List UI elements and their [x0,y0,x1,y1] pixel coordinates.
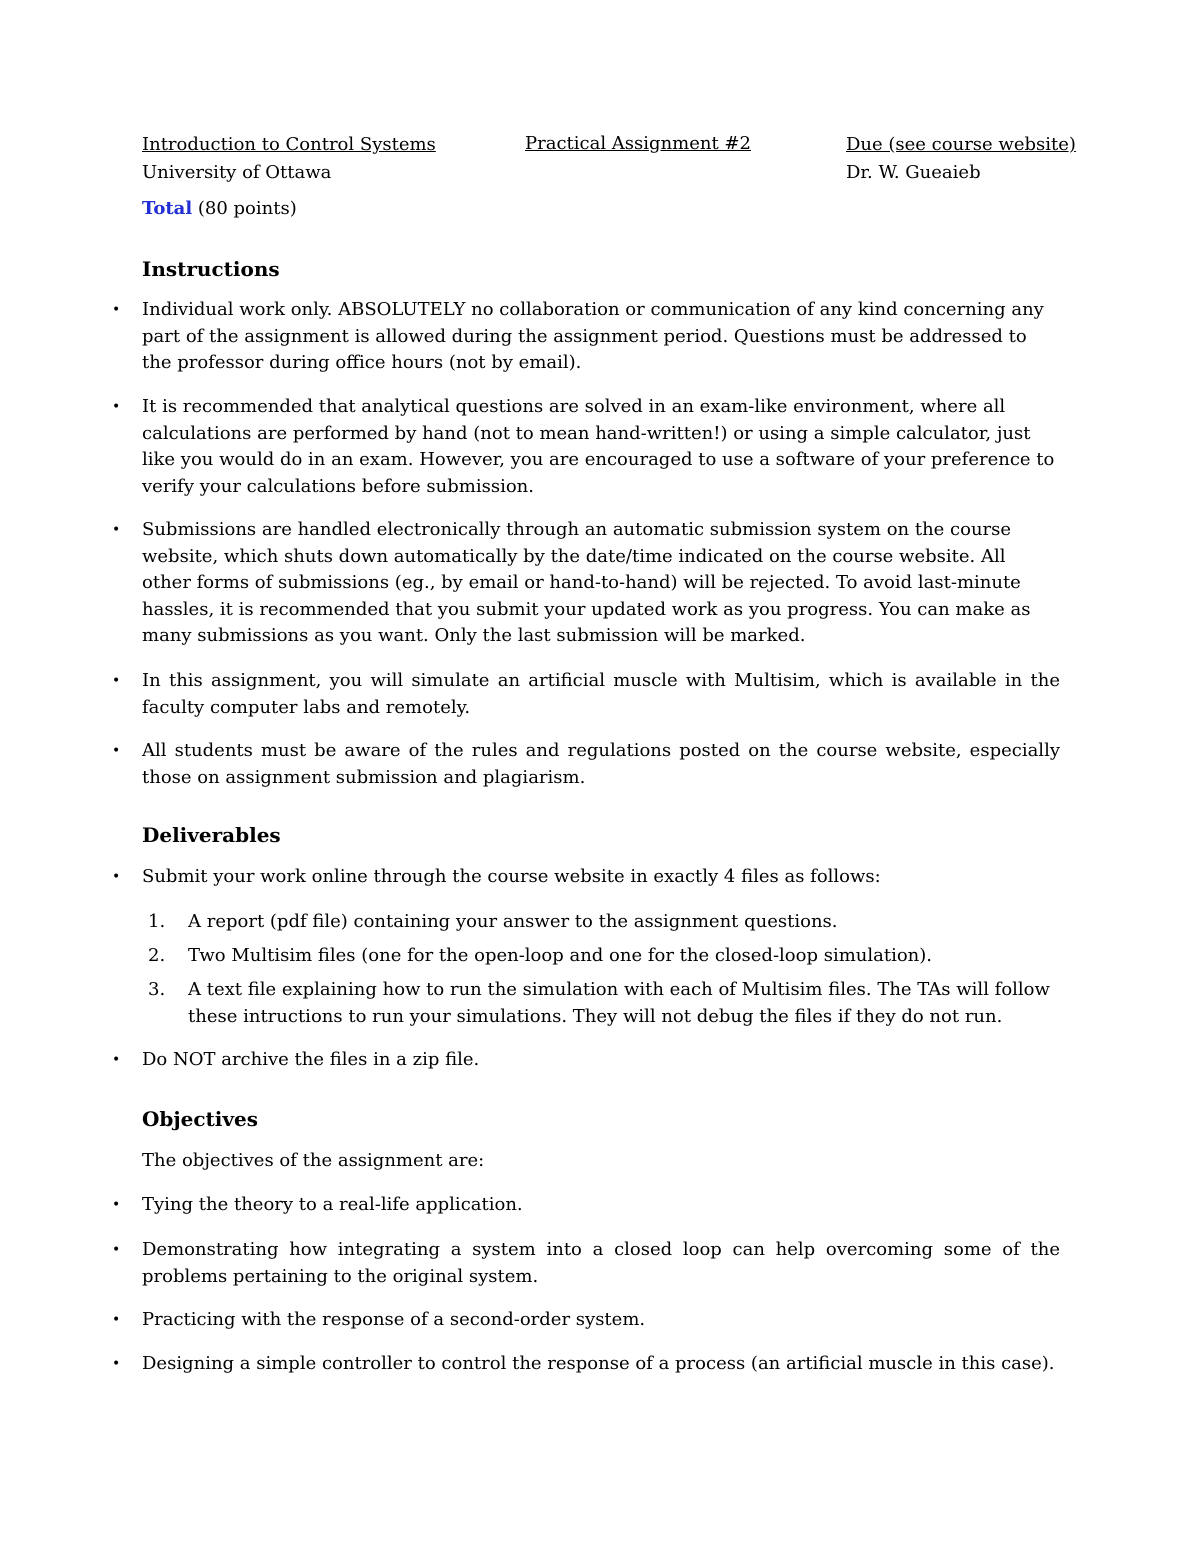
bullet-icon: • [112,673,121,689]
bullet-icon: • [112,1197,121,1213]
university-name: University of Ottawa [142,162,332,183]
deliverable-item: 1. A report (pdf file) containing your answer to the assignment questions. [148,911,838,932]
objectives-heading: Objectives [142,1107,258,1131]
bullet-icon: • [112,399,121,415]
instruction-item: • Individual work only. ABSOLUTELY no collaboration or communication of any kind concerning any part of the assignment is allowed during the assignment period. Questions must be addressed to the professor during office hours (not by email). [112,299,1044,373]
instructions-heading: Instructions [142,257,280,281]
objective-item: • Demonstrating how integrating a system into a closed loop can help overcoming some of the problems pertaining to the original system. [112,1239,1060,1287]
deliverables-intro: • Submit your work online through the course website in exactly 4 files as follows: [112,864,1060,891]
instruction-item: • All students must be aware of the rules and regulations posted on the course website, especially those on assignment submission and plagiarism. [112,740,1060,788]
bullet-icon: • [112,743,121,759]
objective-item: • Designing a simple controller to control the response of a process (an artificial muscle in this case). [112,1351,1060,1378]
bullet-icon: • [112,1356,121,1372]
instruction-item: • It is recommended that analytical questions are solved in an exam-like environment, where all calculations are performed by hand (not to mean hand-written!) or using a simple calculator, just like you would do in an exam. However, you are encouraged to use a software of your preference to verify your calculations before submission. [112,396,1055,497]
objective-item: • Practicing with the response of a second-order system. [112,1307,1060,1334]
deliverable-item: 3. A text file explaining how to run the simulation with each of Multisim files. The TAs will follow these intructions to run your simulations. They will not debug the files if they do not run. [148,979,1050,1027]
total-points-line [142,198,297,220]
objectives-intro: The objectives of the assignment are: [142,1150,485,1171]
due-date: Due (see course website) [846,134,1076,155]
bullet-icon: • [112,302,121,318]
objective-item: • Tying the theory to a real-life application. [112,1192,1060,1219]
deliverables-heading: Deliverables [142,823,281,847]
instruction-item: • In this assignment, you will simulate an artificial muscle with Multisim, which is available in the faculty computer labs and remotely. [112,670,1060,718]
deliverables-note: • Do NOT archive the files in a zip file. [112,1047,1060,1074]
deliverable-item: 2. Two Multisim files (one for the open-loop and one for the closed-loop simulation). [148,945,933,966]
course-title: Introduction to Control Systems [142,134,436,155]
bullet-icon: • [112,1312,121,1328]
bullet-icon: • [112,1242,121,1258]
instruction-item: • Submissions are handled electronically through an automatic submission system on the course website, which shuts down automatically by the date/time indicated on the course website. All other forms of submissions (eg., by email or hand-to-hand) will be rejected. To avoid last-minute hassles, it is recommended that you submit your updated work as you progress. You can make as many submissions as you want. Only the last submission will be marked. [112,519,1031,646]
bullet-icon: • [112,522,121,538]
bullet-icon: • [112,1052,121,1068]
total-label: Total [142,198,193,219]
bullet-icon: • [112,869,121,885]
total-points: (80 points) [197,198,297,219]
professor-name: Dr. W. Gueaieb [846,162,981,183]
assignment-title: Practical Assignment #2 [525,133,751,154]
